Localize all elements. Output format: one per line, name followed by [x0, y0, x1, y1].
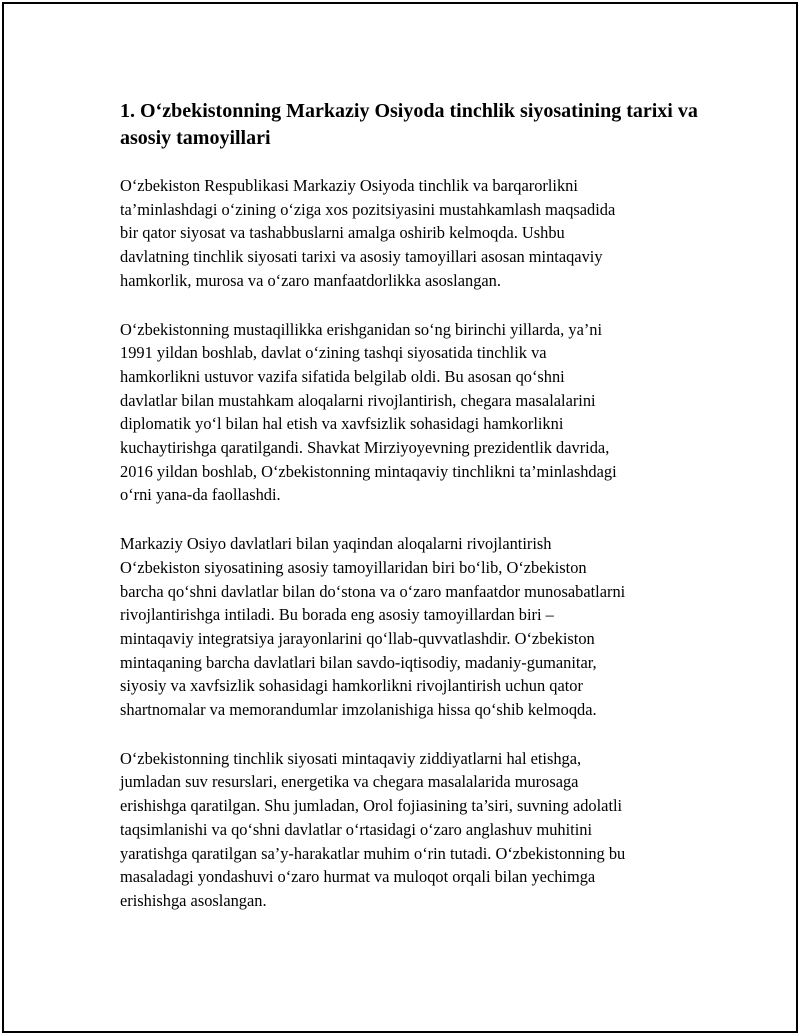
paragraph-line: barcha qo‘shni davlatlar bilan do‘stona va o‘zaro manfaatdor munosabatlarni	[120, 581, 626, 601]
paragraph-line: yaratishga qaratilgan sa’y-harakatlar muhim o‘rin tutadi. O‘zbekistonning bu	[120, 843, 626, 863]
paragraph-line: ta’minlashdagi o‘zining o‘ziga xos pozitsiyasini mustahkamlash maqsadida	[120, 199, 616, 219]
paragraph-line: rivojlantirishga intiladi. Bu borada eng asosiy tamoyillardan biri –	[120, 605, 554, 625]
paragraph-line: mintaqaning barcha davlatlari bilan savdo-iqtisodiy, madaniy-gumanitar,	[120, 652, 597, 672]
paragraph-line: o‘rni yana-da faollashdi.	[120, 485, 281, 505]
paragraph-line: shartnomalar va memorandumlar imzolanishiga hissa qo‘shib kelmoqda.	[120, 700, 597, 720]
paragraph-line: mintaqaviy integratsiya jarayonlarini qo‘llab-quvvatlashdir. O‘zbekiston	[120, 628, 595, 648]
paragraph-line: 1991 yildan boshlab, davlat o‘zining tashqi siyosatida tinchlik va	[120, 343, 547, 363]
paragraph-4	[120, 747, 700, 913]
paragraph-line: hamkorlikni ustuvor vazifa sifatida belgilab oldi. Bu asosan qo‘shni	[120, 366, 565, 386]
paragraph-line: kuchaytirishga qaratilgandi. Shavkat Mirziyoyevning prezidentlik davrida,	[120, 438, 610, 458]
paragraph-line: jumladan suv resurslari, energetika va chegara masalalarida murosaga	[120, 772, 579, 792]
paragraph-line: taqsimlanishi va qo‘shni davlatlar o‘rtasidagi o‘zaro anglashuv muhitini	[120, 819, 593, 839]
paragraph-line: davlatning tinchlik siyosati tarixi va asosiy tamoyillari asosan mintaqaviy	[120, 247, 603, 267]
paragraph-line: erishishga qaratilgan. Shu jumladan, Orol fojiasining ta’siri, suvning adolatli	[120, 796, 623, 816]
paragraph-line: hamkorlik, murosa va o‘zaro manfaatdorlikka asoslangan.	[120, 270, 501, 290]
paragraph-line: erishishga asoslangan.	[120, 890, 267, 910]
paragraph-line: O‘zbekistonning mustaqillikka erishganidan so‘ng birinchi yillarda, ya’ni	[120, 319, 603, 339]
paragraph-3	[120, 532, 700, 722]
paragraph-line: diplomatik yo‘l bilan hal etish va xavfsizlik sohasidagi hamkorlikni	[120, 414, 564, 434]
document-content	[120, 98, 700, 938]
paragraph-line: O‘zbekiston siyosatining asosiy tamoyillaridan biri bo‘lib, O‘zbekiston	[120, 557, 587, 577]
paragraph-line: O‘zbekistonning tinchlik siyosati mintaqaviy ziddiyatlarni hal etishga,	[120, 748, 582, 768]
document-page	[2, 2, 798, 1033]
section-heading: 1. O‘zbekistonning Markaziy Osiyoda tinchlik siyosatining tarixi va asosiy tamoyillari	[120, 100, 698, 149]
paragraph-line: bir qator siyosat va tashabbuslarni amalga oshirib kelmoqda. Ushbu	[120, 223, 565, 243]
paragraph-line: davlatlar bilan mustahkam aloqalarni rivojlantirish, chegara masalalarini	[120, 390, 596, 410]
paragraph-line: O‘zbekiston Respublikasi Markaziy Osiyoda tinchlik va barqarorlikni	[120, 176, 578, 195]
paragraph-line: Markaziy Osiyo davlatlari bilan yaqindan aloqalarni rivojlantirish	[120, 534, 552, 554]
paragraph-1	[120, 174, 700, 293]
paragraph-line: masaladagi yondashuvi o‘zaro hurmat va muloqot orqali bilan yechimga	[120, 867, 596, 887]
paragraph-2	[120, 318, 700, 508]
paragraph-line: 2016 yildan boshlab, O‘zbekistonning mintaqaviy tinchlikni ta’minlashdagi	[120, 461, 617, 481]
paragraph-line: siyosiy va xavfsizlik sohasidagi hamkorlikni rivojlantirish uchun qator	[120, 676, 583, 696]
